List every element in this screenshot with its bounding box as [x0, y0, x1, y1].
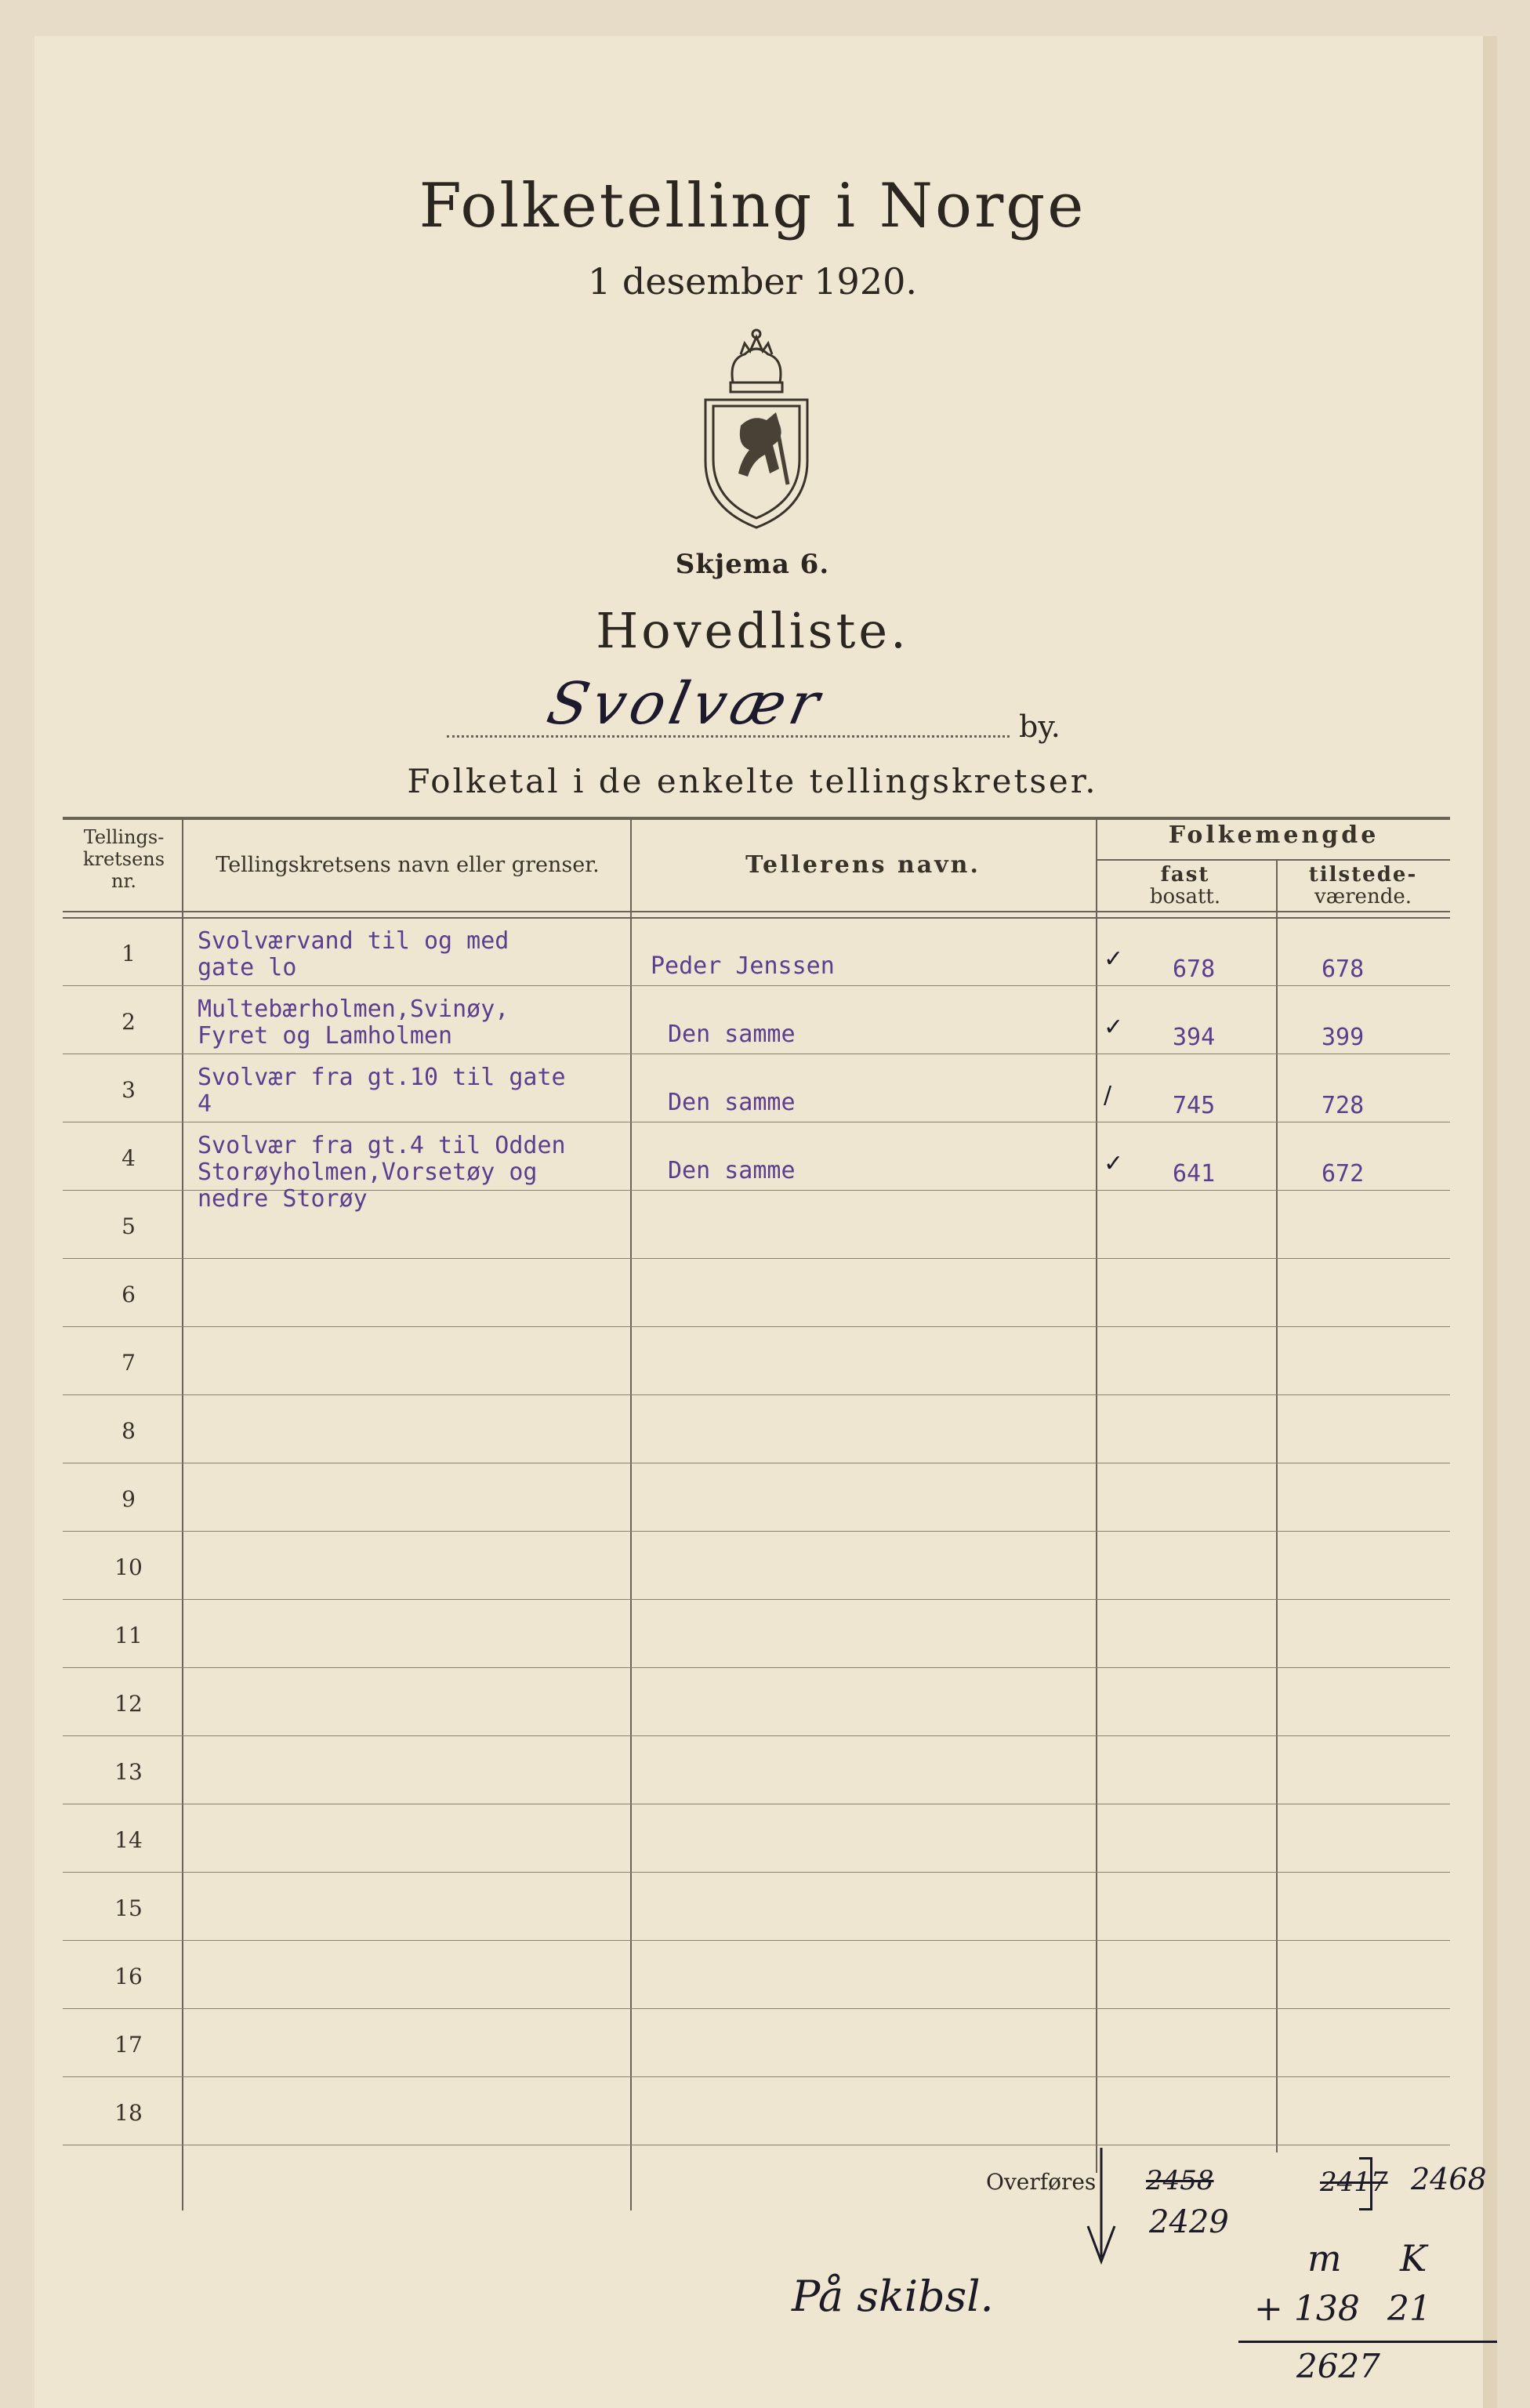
row-number: 12: [114, 1691, 143, 1717]
population-subheader-rule: [1096, 859, 1450, 861]
district-name: Svolværvand til og med gate lo: [198, 927, 509, 981]
column-rule-counter: [1096, 817, 1097, 2173]
fast-bosatt-value: 678: [1173, 956, 1216, 983]
row-number: 11: [114, 1623, 143, 1648]
header-district-name: Tellingskretsens navn eller grenser.: [216, 853, 600, 877]
row-rule: [63, 1394, 1450, 1395]
row-rule: [63, 2076, 1450, 2077]
row-number: 4: [121, 1145, 136, 1171]
table-top-rule: [63, 817, 1450, 820]
row-number: 16: [114, 1964, 143, 1989]
census-date: 1 desember 1920.: [588, 260, 917, 303]
row-number: 1: [121, 941, 136, 966]
tilstede-value: 672: [1322, 1160, 1365, 1188]
carry-over-label: Overføres: [986, 2169, 1097, 2195]
tilstede-value: 678: [1322, 956, 1365, 983]
row-number: 3: [121, 1077, 136, 1103]
check-mark: ✓: [1104, 1014, 1124, 1041]
district-name: Multebærholmen,Svinøy, Fyret og Lamholmen: [198, 995, 509, 1050]
row-rule: [63, 985, 1450, 986]
row-rule: [63, 1872, 1450, 1873]
label-m: m: [1307, 2237, 1342, 2279]
header-bottom-rule-2: [63, 917, 1450, 919]
check-mark: /: [1104, 1082, 1112, 1109]
coat-of-arms-icon: [698, 328, 815, 533]
plus-m: + 138: [1254, 2289, 1360, 2329]
header-counter-name: Tellerens navn.: [745, 851, 981, 879]
check-mark: ✓: [1104, 945, 1124, 973]
table-subtitle: Folketal i de enkelte tellingskretser.: [407, 762, 1098, 800]
total-bracket: [1359, 2157, 1372, 2210]
label-k: K: [1400, 2237, 1427, 2279]
tilstede-total-struck: 2417: [1320, 2167, 1388, 2198]
check-mark: ✓: [1104, 1150, 1124, 1177]
row-number: 5: [121, 1213, 136, 1239]
header-fast-bosatt: fast bosatt.: [1149, 863, 1221, 908]
row-number: 13: [114, 1759, 143, 1785]
row-rule: [63, 1326, 1450, 1327]
row-rule: [63, 1599, 1450, 1600]
counter-name: Den samme: [668, 1157, 796, 1184]
tilstede-value: 728: [1322, 1092, 1365, 1119]
list-title: Hovedliste.: [596, 602, 909, 659]
row-number: 7: [121, 1350, 136, 1376]
counter-name: Den samme: [668, 1089, 796, 1116]
row-rule: [63, 1531, 1450, 1532]
arrow-down-icon: [1082, 2148, 1121, 2265]
ship-note: På skibsl.: [792, 2272, 994, 2321]
tilstede-total: 2468: [1411, 2162, 1487, 2196]
row-rule: [63, 1735, 1450, 1736]
form-title: Folketelling i Norge: [419, 171, 1086, 241]
tilstede-value: 399: [1322, 1024, 1365, 1051]
fast-total-struck: 2458: [1146, 2165, 1214, 2196]
row-number: 14: [114, 1827, 143, 1853]
district-name: Svolvær fra gt.4 til Odden Storøyholmen,Vorsetøy og nedre Storøy: [198, 1132, 566, 1213]
column-rule-name: [630, 817, 632, 2210]
header-bottom-rule: [63, 911, 1450, 912]
row-number: 9: [121, 1486, 136, 1512]
header-nr: Tellings- kretsens nr.: [82, 826, 165, 892]
row-rule: [63, 1667, 1450, 1668]
sum-line: [1238, 2341, 1497, 2343]
row-number: 8: [121, 1418, 136, 1444]
row-rule: [63, 1940, 1450, 1941]
page-edge: [1483, 36, 1497, 2408]
city-name-handwritten: Svolvær: [541, 670, 830, 738]
row-number: 10: [114, 1554, 143, 1580]
fast-total: 2429: [1149, 2204, 1229, 2240]
fast-bosatt-value: 641: [1173, 1160, 1216, 1188]
plus-k: 21: [1387, 2289, 1431, 2329]
row-rule: [63, 1258, 1450, 1259]
header-population: Folkemengde: [1168, 821, 1380, 849]
row-rule: [63, 2008, 1450, 2009]
fast-bosatt-value: 394: [1173, 1024, 1216, 1051]
counter-name: Den samme: [668, 1021, 796, 1048]
district-name: Svolvær fra gt.10 til gate 4: [198, 1064, 566, 1118]
counter-name: Peder Jenssen: [651, 952, 835, 980]
fast-bosatt-value: 745: [1173, 1092, 1216, 1119]
row-number: 15: [114, 1895, 143, 1921]
schema-number: Skjema 6.: [675, 549, 830, 580]
city-suffix: by.: [1019, 709, 1060, 744]
row-number: 6: [121, 1282, 136, 1307]
row-number: 17: [114, 2032, 143, 2058]
header-tilstedevaerende: tilstede- værende.: [1308, 863, 1418, 908]
row-number: 2: [121, 1009, 136, 1035]
row-number: 18: [114, 2100, 143, 2126]
grand-total: 2627: [1296, 2347, 1380, 2385]
